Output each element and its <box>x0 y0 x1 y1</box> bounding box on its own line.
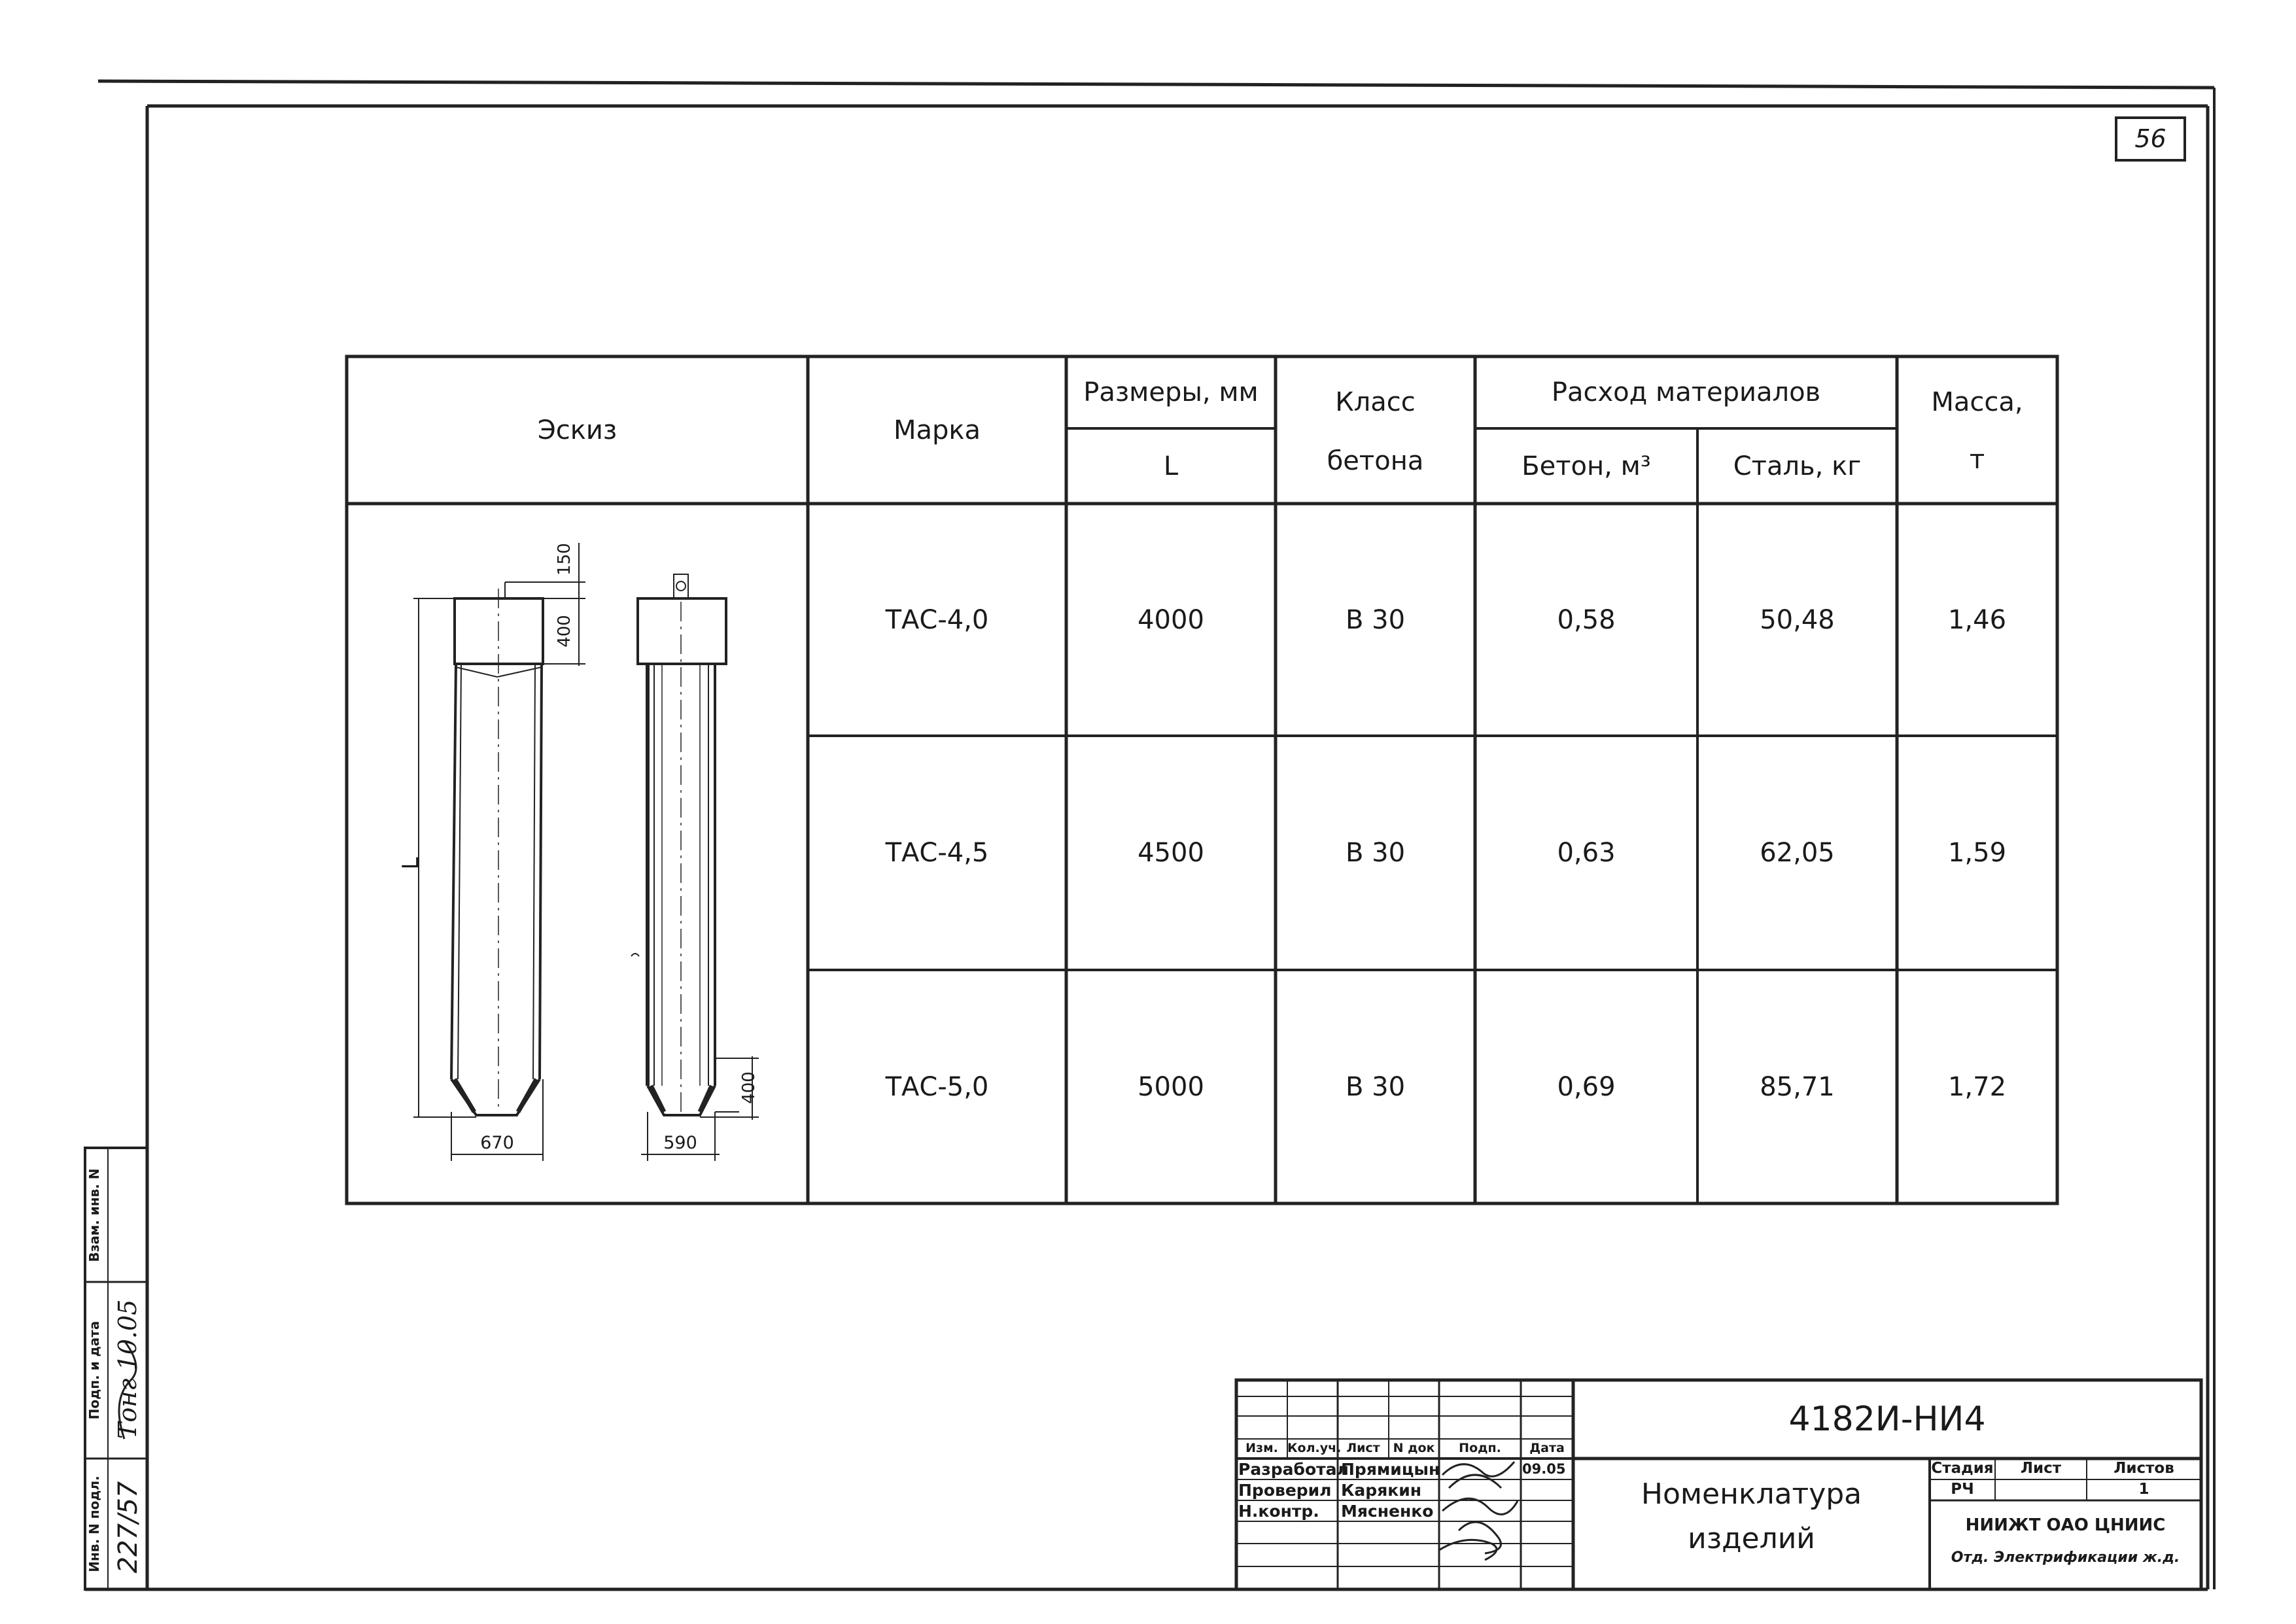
tb-name-normcontrol: Мясненко <box>1341 1502 1434 1521</box>
dim-l-label: L <box>398 857 424 870</box>
tb-col-list: Лист <box>1346 1441 1380 1455</box>
tb-name-developer: Прямицын <box>1341 1460 1440 1479</box>
sheet-number: 56 <box>2134 124 2166 153</box>
header-class-line1: Класс <box>1335 387 1416 417</box>
side-inv-label: Инв. N подл. <box>86 1476 102 1572</box>
header-sketch: Эскиз <box>537 415 617 445</box>
row1-mark: ТАС-4,0 <box>885 604 989 635</box>
row3-mass: 1,72 <box>1947 1071 2007 1102</box>
header-class-line2: бетона <box>1327 446 1424 476</box>
header-mass-line2: т <box>1969 444 1985 475</box>
row1-length: 4000 <box>1138 604 1204 635</box>
tb-col-date: Дата <box>1529 1441 1565 1455</box>
header-mark: Марка <box>893 415 981 445</box>
tb-date-developer: 09.05 <box>1522 1461 1566 1477</box>
dim-400-top-label: 400 <box>555 615 574 648</box>
row3-mark: ТАС-5,0 <box>885 1071 989 1102</box>
header-dimensions: Размеры, мм <box>1083 377 1259 407</box>
side-replace-label: Взам. инв. N <box>86 1168 102 1262</box>
dim-400-bottom-label: 400 <box>739 1071 759 1104</box>
tb-org-line1: НИИЖТ ОАО ЦНИИС <box>1965 1515 2166 1535</box>
row2-concrete: 0,63 <box>1557 838 1616 868</box>
pile-sketch <box>413 543 759 1161</box>
header-concrete-volume: Бетон, м³ <box>1522 451 1651 481</box>
header-mass-line1: Масса, <box>1931 387 2023 417</box>
tb-col-izm: Изм. <box>1245 1441 1278 1455</box>
tb-role-normcontrol: Н.контр. <box>1238 1502 1319 1521</box>
row1-mass: 1,46 <box>1947 604 2007 635</box>
tb-col-kol: Кол.уч. <box>1287 1441 1342 1455</box>
header-dim-l: L <box>1163 451 1179 481</box>
header-materials: Расход материалов <box>1551 377 1821 407</box>
title-line1: Номенклатура <box>1641 1477 1862 1511</box>
row2-mass: 1,59 <box>1947 838 2007 868</box>
row3-length: 5000 <box>1138 1071 1204 1102</box>
row3-class: В 30 <box>1345 1071 1406 1102</box>
tb-stage-label: Стадия <box>1931 1460 1994 1477</box>
title-line2: изделий <box>1688 1521 1815 1555</box>
dim-150-label: 150 <box>555 543 574 576</box>
header-steel: Сталь, кг <box>1733 451 1862 481</box>
tb-sheets-value: 1 <box>2138 1481 2149 1498</box>
dim-670-label: 670 <box>480 1133 514 1153</box>
dim-590-label: 590 <box>663 1133 697 1153</box>
row2-length: 4500 <box>1138 838 1204 868</box>
row3-concrete: 0,69 <box>1557 1071 1616 1102</box>
tb-col-podp: Подп. <box>1459 1441 1501 1455</box>
row1-class: В 30 <box>1345 604 1406 635</box>
tb-role-checker: Проверил <box>1238 1481 1332 1500</box>
document-code: 4182И-НИ4 <box>1788 1399 1986 1439</box>
tb-stage-value: РЧ <box>1951 1481 1974 1498</box>
tb-sheet-label: Лист <box>2020 1460 2062 1477</box>
side-sign-value: Тонг 10.05 <box>113 1299 142 1439</box>
tb-col-ndok: N док <box>1393 1441 1435 1455</box>
side-inv-value: 227/57 <box>113 1481 143 1574</box>
tb-sheets-label: Листов <box>2113 1460 2174 1477</box>
tb-name-checker: Карякин <box>1341 1481 1422 1500</box>
tb-role-developer: Разработал <box>1238 1460 1349 1479</box>
row2-steel: 62,05 <box>1760 838 1835 868</box>
row1-steel: 50,48 <box>1760 604 1835 635</box>
row1-concrete: 0,58 <box>1557 604 1616 635</box>
tb-org-line2: Отд. Электрификации ж.д. <box>1951 1549 2180 1566</box>
row2-class: В 30 <box>1345 838 1406 868</box>
row3-steel: 85,71 <box>1760 1071 1835 1102</box>
row2-mark: ТАС-4,5 <box>885 838 989 868</box>
side-sign-label: Подп. и дата <box>86 1321 102 1420</box>
